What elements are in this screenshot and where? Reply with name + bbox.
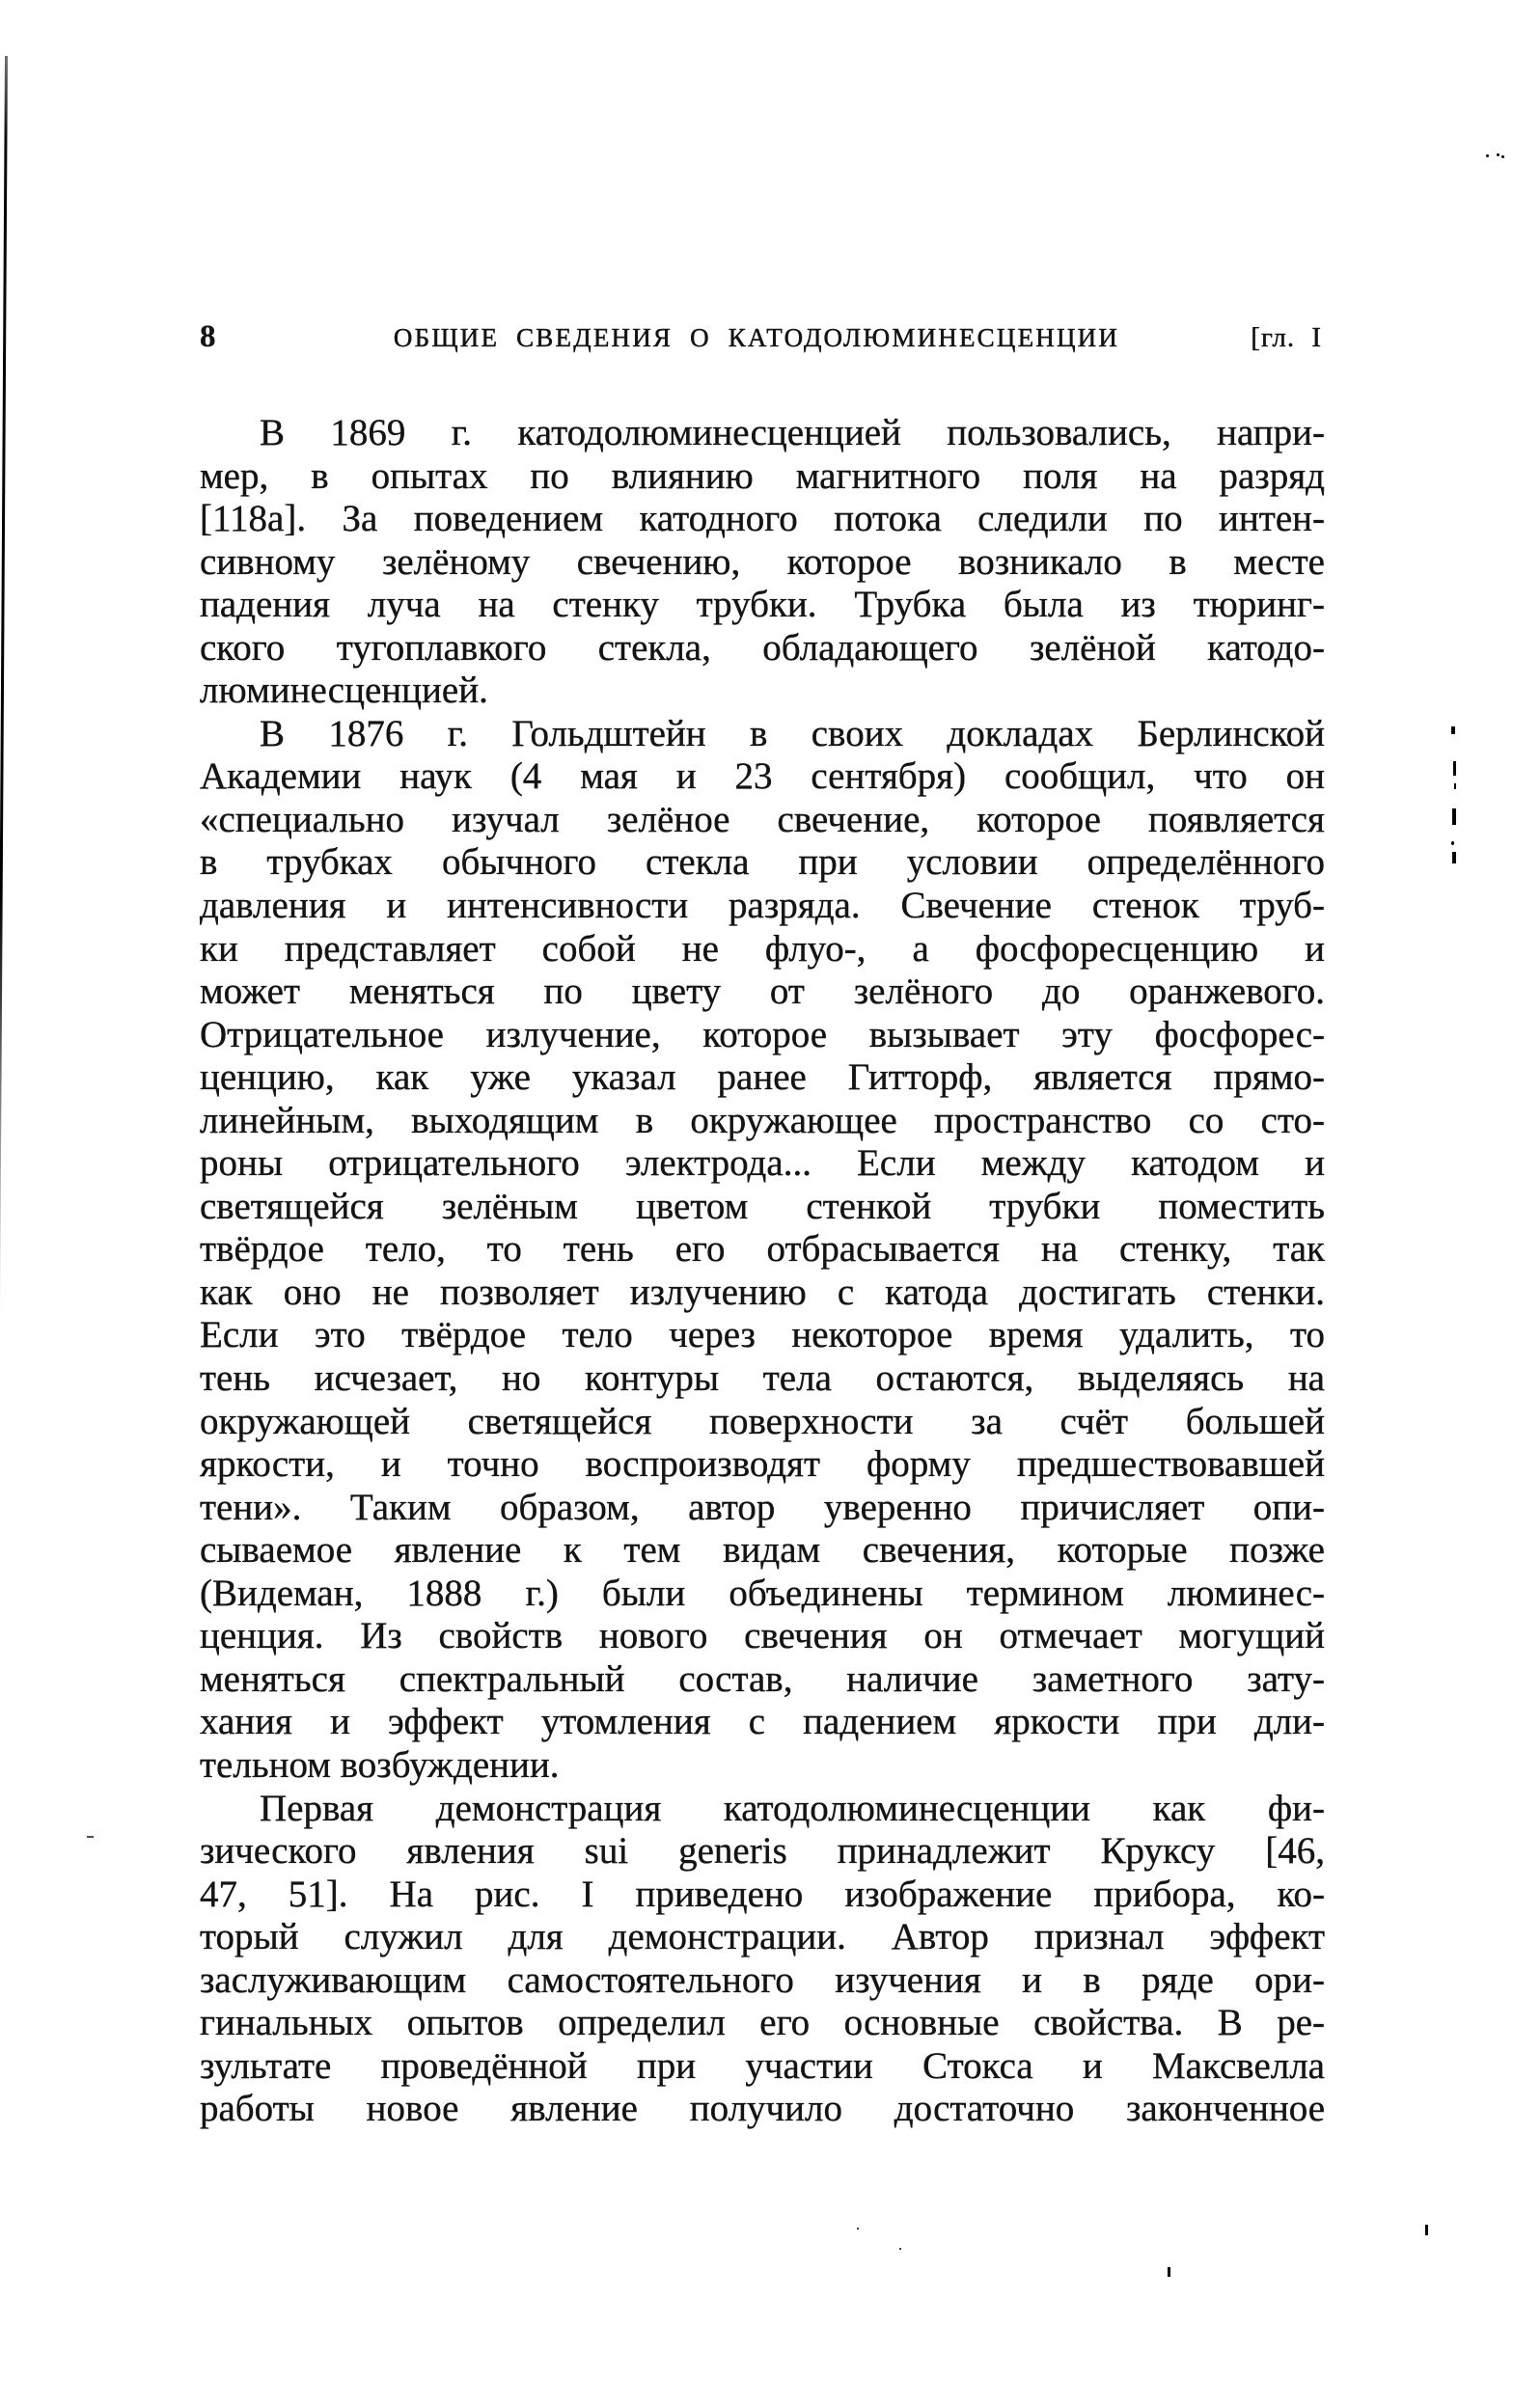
text-line: 47, 51]. На рис. I приведено изображение прибора, ко- [200, 1873, 1325, 1915]
text-line: ки представляет собой не флуо-, а фосфоресценцию и [200, 927, 1325, 970]
text-line: линейным, выходящим в окружающее пространство со сто- [200, 1099, 1325, 1141]
text-line: окружающей светящейся поверхности за счёт большей [200, 1400, 1325, 1442]
text-line: твёрдое тело, то тень его отбрасывается на стенку, так [200, 1228, 1325, 1271]
text-line: мер, в опытах по влиянию магнитного поля на разряд [200, 454, 1325, 497]
text-line: хания и эффект утомления с падением яркости при дли- [200, 1701, 1325, 1743]
speck-artifact [1501, 155, 1504, 158]
text-line: давления и интенсивности разряда. Свечение стенок труб- [200, 885, 1325, 927]
speck-artifact [857, 2228, 859, 2230]
text-line: Если это твёрдое тело через некоторое время удалить, то [200, 1314, 1325, 1356]
text-line: как оно не позволяет излучению с катода достигать стенки. [200, 1271, 1325, 1313]
text-line: зического явления sui generis принадлежит Круксу [46, [200, 1830, 1325, 1873]
text-line: в трубках обычного стекла при условии определённого [200, 841, 1325, 884]
text-line: роны отрицательного электрода... Если между катодом и [200, 1142, 1325, 1185]
scan-edge-line-artifact [0, 56, 8, 1407]
speck-artifact [1425, 2225, 1428, 2235]
text-line: работы новое явление получило достаточно законченное [200, 2088, 1325, 2130]
speck-artifact [1451, 726, 1455, 734]
text-line: Первая демонстрация катодолюминесценции как фи- [260, 1787, 1325, 1829]
running-head [0, 311, 1513, 353]
speck-artifact [1168, 2267, 1170, 2277]
speck-artifact [87, 1836, 94, 1838]
speck-artifact [1452, 808, 1456, 825]
text-line: Отрицательное излучение, которое вызывает эту фосфорес- [200, 1013, 1325, 1055]
speck-artifact [899, 2248, 901, 2250]
text-line: гинальных опытов определил его основные свойства. В ре- [200, 2002, 1325, 2044]
text-line: ского тугоплавкого стекла, обладающего зелёной катодо- [200, 626, 1325, 669]
speck-artifact [1452, 852, 1456, 863]
text-line: торый служил для демонстрации. Автор признал эффект [200, 1916, 1325, 1958]
text-line: (Видеман, 1888 г.) были объединены термином люминес- [200, 1572, 1325, 1614]
text-line: меняться спектральный состав, наличие заметного зату- [200, 1657, 1325, 1700]
text-line: сивному зелёному свечению, которое возникало в месте [200, 540, 1325, 583]
text-line: В 1869 г. катодолюминесценцией пользовались, напри- [260, 412, 1325, 453]
text-line: [118а]. За поведением катодного потока следили по интен- [200, 498, 1325, 540]
text-line: светящейся зелёным цветом стенкой трубки поместить [200, 1185, 1325, 1227]
text-line: тени». Таким образом, автор уверенно причисляет опи- [200, 1486, 1325, 1528]
text-line: люминесценцией. [200, 670, 488, 712]
text-line: В 1876 г. Гольдштейн в своих докладах Берлинской [260, 712, 1325, 754]
speck-artifact [1486, 154, 1489, 157]
speck-artifact [1451, 841, 1454, 845]
speck-artifact [1453, 761, 1456, 776]
speck-artifact [1454, 783, 1456, 789]
text-line: падения луча на стенку трубки. Трубка была из тюринг- [200, 584, 1325, 626]
text-line: может меняться по цвету от зелёного до оранжевого. [200, 971, 1325, 1013]
text-line: зультате проведённой при участии Стокса и Максвелла [200, 2044, 1325, 2087]
text-line: заслуживающим самостоятельного изучения и в ряде ори- [200, 1958, 1325, 2001]
text-line: тельном возбуждении. [200, 1743, 560, 1786]
page-number: 8 [200, 319, 216, 354]
text-line: ценция. Из свойств нового свечения он отмечает могущий [200, 1615, 1325, 1657]
text-line: сываемое явление к тем видам свечения, которые позже [200, 1529, 1325, 1572]
running-title: ОБЩИЕ СВЕДЕНИЯ О КАТОДОЛЮМИНЕСЦЕНЦИИ [393, 323, 1120, 352]
text-line: тень исчезает, но контуры тела остаются, выделяясь на [200, 1357, 1325, 1400]
main-text-block [200, 412, 1325, 2131]
text-line: яркости, и точно воспроизводят форму предшествовавшей [200, 1443, 1325, 1486]
speck-artifact [1497, 153, 1499, 156]
text-line: «специально изучал зелёное свечение, которое появляется [200, 798, 1325, 840]
chapter-marker: [гл. I [1251, 322, 1322, 353]
text-line: ценцию, как уже указал ранее Гитторф, является прямо- [200, 1056, 1325, 1099]
text-line: Академии наук (4 мая и 23 сентября) сообщил, что он [200, 755, 1325, 798]
